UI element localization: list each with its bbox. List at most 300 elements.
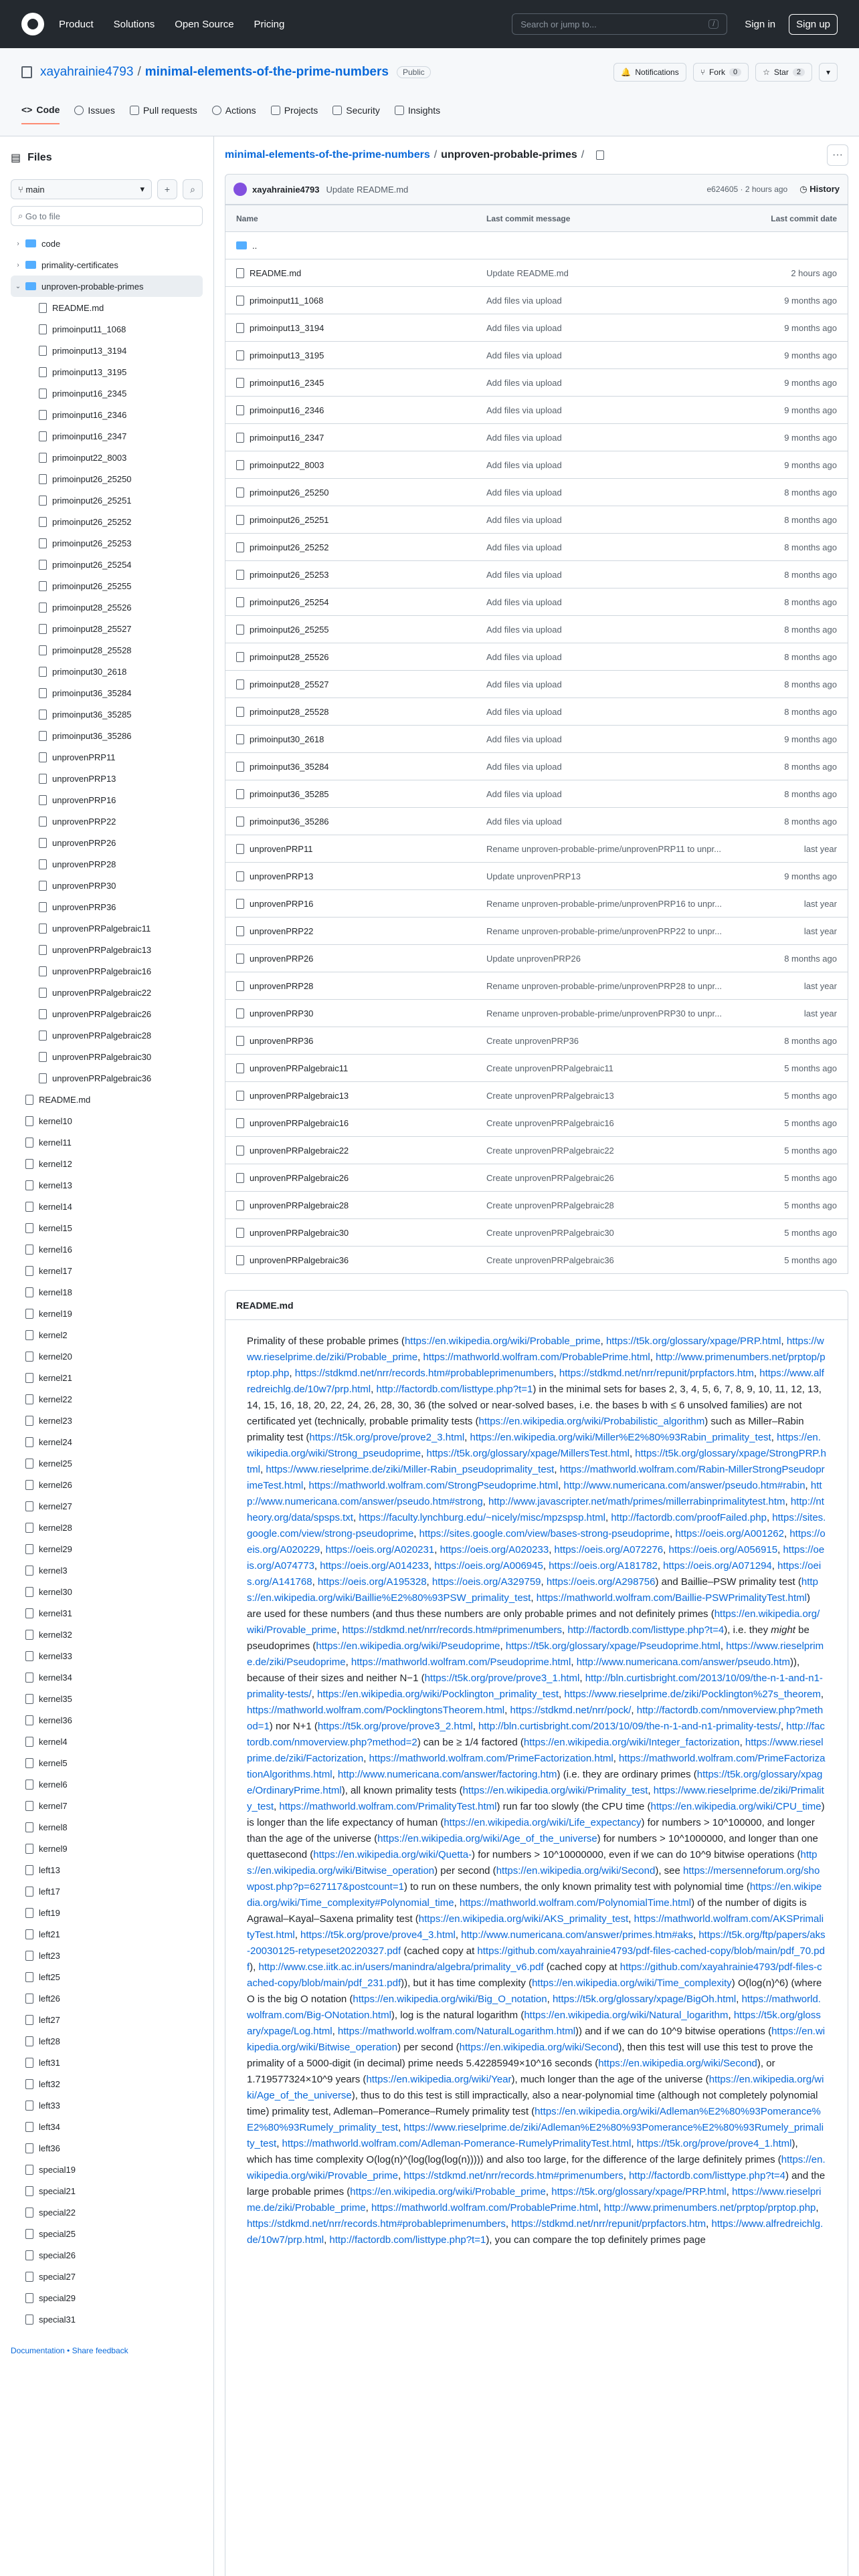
readme-link[interactable]: https://en.wikipedia.org/wiki/Pocklington_primality_test (317, 1689, 559, 1700)
table-row[interactable] (225, 1054, 848, 1081)
readme-link[interactable]: https://en.wikipedia.org/wiki/Age_of_the_universe (377, 1833, 597, 1844)
readme-link[interactable]: https://sites.google.com/view/bases-strong-pseudoprime (419, 1528, 670, 1539)
readme-link[interactable]: https://en.wikipedia.org/wiki/AKS_primality_test (418, 1913, 629, 1925)
readme-link[interactable]: https://en.wikipedia.org/wiki/Primality_test (462, 1785, 648, 1796)
tree-item[interactable] (11, 1517, 203, 1538)
file-name-link[interactable]: unprovenPRP13 (250, 871, 314, 881)
tree-item[interactable] (11, 1838, 203, 1859)
readme-link[interactable]: https://www.rieselprime.de/ziki/Pocklington%27s_theorem (564, 1689, 821, 1700)
file-name-link[interactable]: primoinput22_8003 (250, 459, 324, 470)
tree-item[interactable] (11, 811, 203, 832)
readme-link[interactable]: https://mathworld.wolfram.com/Baillie-PSWPrimalityTest.html (536, 1592, 807, 1604)
tab-issues[interactable] (74, 104, 114, 124)
tree-item[interactable] (11, 1966, 203, 1988)
tree-item[interactable] (11, 1988, 203, 2009)
readme-link[interactable]: https://mathworld.wolfram.com/PrimeFactorization.html (369, 1753, 613, 1764)
readme-link[interactable]: https://en.wikipedia.org/wiki/Strong_pseudoprime (247, 1432, 821, 1459)
commit-message-cell[interactable]: Create unprovenPRPalgebraic26 (486, 1172, 614, 1183)
readme-link[interactable]: https://mathworld.wolfram.com/PrimeFactorizationAlgorithms.html (247, 1753, 826, 1780)
tree-item[interactable] (11, 896, 203, 918)
commit-message-cell[interactable]: Update unprovenPRP13 (486, 871, 581, 881)
tree-item[interactable] (11, 554, 203, 575)
star-button[interactable] (755, 63, 812, 82)
tree-item[interactable] (11, 383, 203, 404)
readme-link[interactable]: https://oeis.org/A195328 (317, 1576, 427, 1588)
table-row[interactable] (225, 451, 848, 478)
readme-link[interactable]: https://www.rieselprime.de/ziki/Probable_prime (247, 1335, 824, 1363)
table-row[interactable] (225, 1191, 848, 1218)
table-row[interactable] (225, 314, 848, 341)
table-row[interactable] (225, 889, 848, 917)
readme-link[interactable]: https://mathworld.wolfram.com/PrimalityTest.html (279, 1801, 497, 1812)
tree-item[interactable] (11, 2223, 203, 2244)
tree-item[interactable] (11, 960, 203, 982)
star-dropdown-button[interactable] (819, 63, 838, 82)
readme-link[interactable]: http://factordb.com/listtype.php?t=4 (567, 1624, 725, 1636)
history-button[interactable] (799, 184, 840, 195)
table-row[interactable] (225, 286, 848, 314)
file-name-link[interactable]: primoinput28_25526 (250, 651, 329, 662)
readme-link[interactable]: https://stdkmd.net/nrr/pock/ (510, 1705, 632, 1716)
readme-link[interactable]: https://www.rieselprime.de/ziki/Miller-Rabin_pseudoprimality_test (266, 1464, 555, 1475)
readme-link[interactable]: http://bln.curtisbright.com/2013/10/09/the-n-1-and-n1-primality-tests/ (247, 1673, 823, 1700)
tab-actions[interactable] (212, 104, 256, 124)
readme-link[interactable]: https://mathworld.wolfram.com/Rabin-MillerStrongPseudoprimeTest.html (247, 1464, 825, 1491)
tree-item[interactable] (11, 1281, 203, 1303)
table-row[interactable] (225, 396, 848, 423)
file-name-link[interactable]: primoinput30_2618 (250, 734, 324, 744)
table-row[interactable] (225, 478, 848, 506)
readme-link[interactable]: http://factordb.com/listtype.php?t=4 (629, 2170, 785, 2181)
tree-item[interactable] (11, 1688, 203, 1709)
tab-insights[interactable] (395, 104, 440, 124)
file-name-link[interactable]: unprovenPRPalgebraic16 (250, 1117, 349, 1128)
readme-link[interactable]: https://www.rieselprime.de/ziki/Adleman%E2%80%93Pomerance%E2%80%93Rumely_primality_test (247, 2122, 824, 2149)
file-name-link[interactable]: primoinput28_25528 (250, 706, 329, 717)
tree-item[interactable] (11, 1067, 203, 1089)
tree-item[interactable] (11, 2073, 203, 2095)
file-name-link[interactable]: unprovenPRPalgebraic28 (250, 1200, 349, 1210)
tree-item[interactable] (11, 2137, 203, 2159)
repo-owner-link[interactable]: xayahrainie4793 (40, 65, 134, 79)
tree-item[interactable] (11, 425, 203, 447)
table-row[interactable] (225, 506, 848, 533)
commit-message-cell[interactable]: Add files via upload (486, 405, 562, 415)
commit-message-cell[interactable]: Add files via upload (486, 788, 562, 799)
tree-item[interactable] (11, 875, 203, 896)
readme-link[interactable]: https://t5k.org/prove/prove2_3.html (309, 1432, 465, 1443)
readme-link[interactable]: http://www.numericana.com/answer/pseudo.htm#rabin (563, 1480, 805, 1491)
readme-link[interactable]: https://mathworld.wolfram.com/Adleman-Pomerance-RumelyPrimalityTest.html (282, 2138, 632, 2149)
readme-link[interactable]: http://www.cse.iitk.ac.in/users/manindra/algebra/primality_v6.pdf (258, 1961, 544, 1973)
readme-link[interactable]: https://oeis.org/A329759 (432, 1576, 541, 1588)
commit-message-cell[interactable]: Rename unproven-probable-prime/unprovenPRP28 to unpr... (486, 980, 722, 991)
readme-link[interactable]: https://mathworld.wolfram.com/PocklingtonsTheorem.html (247, 1705, 505, 1716)
readme-link[interactable]: https://oeis.org/A014233 (320, 1560, 429, 1572)
commit-message-cell[interactable]: Add files via upload (486, 350, 562, 360)
file-name-link[interactable]: primoinput36_35286 (250, 816, 329, 827)
file-name-link[interactable]: unprovenPRPalgebraic22 (250, 1145, 349, 1156)
file-name-link[interactable]: unprovenPRPalgebraic13 (250, 1090, 349, 1101)
commit-message[interactable]: Update README.md (326, 184, 409, 195)
tree-item[interactable] (11, 1346, 203, 1367)
readme-link[interactable]: https://t5k.org/ftp/papers/aks-20030125-retypeset20220327.pdf (247, 1929, 826, 1957)
sign-in-link[interactable]: Sign in (745, 18, 776, 30)
file-name-link[interactable]: unprovenPRP22 (250, 926, 314, 936)
readme-link[interactable]: https://en.wikipedia.org/wiki/Time_complexity#Polynomial_time (247, 1881, 822, 1909)
tree-item[interactable] (11, 1560, 203, 1581)
readme-link[interactable]: https://t5k.org/glossary/xpage/MillersTest.html (426, 1448, 630, 1459)
tab-pull-requests[interactable] (130, 104, 197, 124)
readme-link[interactable]: https://oeis.org/A001262 (675, 1528, 784, 1539)
table-row[interactable] (225, 1218, 848, 1246)
parent-directory-row[interactable] (225, 231, 848, 259)
readme-link[interactable]: https://mathworld.wolfram.com/PolynomialTime.html (459, 1897, 692, 1909)
commit-message-cell[interactable]: Add files via upload (486, 487, 562, 498)
tree-item[interactable] (11, 1752, 203, 1774)
tree-item[interactable] (11, 2202, 203, 2223)
more-options-icon[interactable]: ··· (827, 144, 848, 166)
commit-message-cell[interactable]: Update README.md (486, 267, 569, 278)
table-row[interactable] (225, 1027, 848, 1054)
tree-item[interactable] (11, 404, 203, 425)
table-row[interactable] (225, 697, 848, 725)
readme-link[interactable]: https://t5k.org/glossary/xpage/StrongPRP.html (247, 1448, 826, 1475)
tree-item[interactable] (11, 2159, 203, 2180)
commit-message-cell[interactable]: Create unprovenPRPalgebraic36 (486, 1255, 614, 1265)
tree-item[interactable] (11, 982, 203, 1003)
file-name-link[interactable]: primoinput26_25250 (250, 487, 329, 498)
readme-link[interactable]: https://en.wikipedia.org/wiki/Provable_prime (247, 2154, 826, 2181)
readme-link[interactable]: https://t5k.org/prove/prove4_1.html (636, 2138, 792, 2149)
tree-item[interactable] (11, 575, 203, 597)
commit-message-cell[interactable]: Create unprovenPRPalgebraic16 (486, 1117, 614, 1128)
readme-link[interactable]: https://oeis.org/A074773 (247, 1544, 825, 1572)
file-name-link[interactable]: primoinput26_25255 (250, 624, 329, 635)
readme-link[interactable]: https://t5k.org/prove/prove3_1.html (424, 1673, 580, 1684)
tree-item[interactable] (11, 276, 203, 297)
tree-item[interactable] (11, 1303, 203, 1324)
branch-selector[interactable] (11, 179, 152, 199)
tree-item[interactable] (11, 1945, 203, 1966)
tree-item[interactable] (11, 340, 203, 361)
fork-button[interactable] (693, 63, 749, 82)
readme-link[interactable]: https://oeis.org/A020229 (247, 1528, 826, 1555)
readme-link[interactable]: https://mathworld.wolfram.com/Pseudoprime.html (351, 1656, 571, 1668)
commit-message-cell[interactable]: Add files via upload (486, 651, 562, 662)
table-row[interactable] (225, 917, 848, 944)
commit-message-cell[interactable]: Add files via upload (486, 295, 562, 306)
readme-link[interactable]: https://en.wikipedia.org/wiki/Pseudoprime (316, 1640, 500, 1652)
readme-link[interactable]: http://factordb.com/nmoverview.php?method=2 (247, 1721, 825, 1748)
readme-link[interactable]: https://stdkmd.net/nrr/records.htm#primenumbers (403, 2170, 624, 2181)
commit-message-cell[interactable]: Add files via upload (486, 734, 562, 744)
tree-item[interactable] (11, 1495, 203, 1517)
tree-item[interactable] (11, 2266, 203, 2287)
copy-path-icon[interactable] (596, 150, 604, 160)
readme-link[interactable]: https://www.rieselprime.de/ziki/Pseudoprime (247, 1640, 824, 1668)
tree-item[interactable] (11, 1003, 203, 1025)
commit-message-cell[interactable]: Create unprovenPRPalgebraic22 (486, 1145, 614, 1156)
table-row[interactable] (225, 999, 848, 1027)
table-row[interactable] (225, 643, 848, 670)
tree-item[interactable] (11, 1410, 203, 1431)
readme-link[interactable]: https://en.wikipedia.org/wiki/Bitwise_operation (247, 2026, 826, 2053)
sign-up-button[interactable]: Sign up (789, 14, 838, 35)
tree-item[interactable] (11, 661, 203, 682)
table-row[interactable] (225, 423, 848, 451)
parent-directory-link[interactable]: .. (252, 240, 258, 251)
readme-link[interactable]: https://en.wikipedia.org/wiki/Quetta- (313, 1849, 472, 1860)
readme-link[interactable]: https://t5k.org/glossary/xpage/BigOh.html (552, 1994, 737, 2005)
tree-item[interactable] (11, 704, 203, 725)
file-name-link[interactable]: unprovenPRP16 (250, 898, 314, 909)
readme-link[interactable]: https://en.wikipedia.org/wiki/Probabilistic_algorithm (478, 1416, 705, 1427)
readme-link[interactable]: https://en.wikipedia.org/wiki/Year (366, 2074, 512, 2085)
tree-item[interactable] (11, 1774, 203, 1795)
readme-link[interactable]: https://oeis.org/A072276 (554, 1544, 664, 1555)
file-name-link[interactable]: primoinput11_1068 (250, 295, 324, 306)
readme-link[interactable]: https://en.wikipedia.org/wiki/Age_of_the_universe (247, 2074, 824, 2101)
commit-message-cell[interactable]: Create unprovenPRPalgebraic13 (486, 1090, 614, 1101)
commit-message-cell[interactable]: Update unprovenPRP26 (486, 953, 581, 964)
tree-item[interactable] (11, 682, 203, 704)
readme-link[interactable]: http://ntheory.org/data/spsps.txt (247, 1496, 824, 1523)
tree-item[interactable] (11, 1239, 203, 1260)
table-row[interactable] (225, 1109, 848, 1136)
tree-item[interactable] (11, 1602, 203, 1624)
tree-item[interactable] (11, 1025, 203, 1046)
readme-link[interactable]: http://www.primenumbers.net/prptop/prptop.php (603, 2202, 816, 2214)
tab-security[interactable] (332, 104, 380, 124)
tree-item[interactable] (11, 2030, 203, 2052)
file-name-link[interactable]: primoinput26_25251 (250, 514, 329, 525)
commit-message-cell[interactable]: Add files via upload (486, 569, 562, 580)
search-input[interactable] (512, 13, 727, 35)
tree-item[interactable] (11, 361, 203, 383)
nav-solutions[interactable]: Solutions (113, 18, 155, 30)
tab-projects[interactable] (271, 104, 318, 124)
readme-link[interactable]: http://bln.curtisbright.com/2013/10/09/the-n-1-and-n1-primality-tests/ (478, 1721, 781, 1732)
readme-link[interactable]: https://www.alfredreichlg.de/10w7/prp.html (247, 1368, 824, 1395)
commit-message-cell[interactable]: Add files via upload (486, 432, 562, 443)
tree-item[interactable] (11, 1089, 203, 1110)
readme-link[interactable]: http://www.javascripter.net/math/primes/millerrabinprimalitytest.htm (488, 1496, 785, 1507)
tree-item[interactable] (11, 532, 203, 554)
commit-message-cell[interactable]: Create unprovenPRP36 (486, 1035, 579, 1046)
repo-name-link[interactable]: minimal-elements-of-the-prime-numbers (145, 65, 389, 79)
tree-item[interactable] (11, 1474, 203, 1495)
table-row[interactable] (225, 972, 848, 999)
readme-link[interactable]: https://en.wikipedia.org/wiki/Miller%E2%80%93Rabin_primality_test (470, 1432, 771, 1443)
file-name-link[interactable]: unprovenPRPalgebraic36 (250, 1255, 349, 1265)
tree-item[interactable] (11, 832, 203, 853)
tree-item[interactable] (11, 597, 203, 618)
readme-link[interactable]: https://en.wikipedia.org/wiki/Probable_prime (350, 2186, 546, 2197)
table-row[interactable] (225, 1136, 848, 1164)
readme-link[interactable]: https://t5k.org/glossary/xpage/OrdinaryPrime.html (247, 1769, 823, 1796)
tree-item[interactable] (11, 768, 203, 789)
file-name-link[interactable]: primoinput13_3195 (250, 350, 324, 360)
tree-item[interactable] (11, 468, 203, 490)
file-name-link[interactable]: unprovenPRPalgebraic26 (250, 1172, 349, 1183)
table-row[interactable] (225, 368, 848, 396)
tree-item[interactable] (11, 1624, 203, 1645)
readme-link[interactable]: http://factordb.com/listtype.php?t=1 (376, 1384, 533, 1395)
readme-link[interactable]: https://en.wikipedia.org/wiki/Second (459, 2042, 619, 2053)
readme-link[interactable]: https://en.wikipedia.org/wiki/Provable_prime (247, 1608, 820, 1636)
commit-message-cell[interactable]: Create unprovenPRPalgebraic30 (486, 1227, 614, 1238)
tree-item[interactable] (11, 1324, 203, 1346)
readme-link[interactable]: https://github.com/xayahrainie4793/pdf-files-cached-copy/blob/main/pdf_231.pdf (247, 1961, 822, 1989)
readme-link[interactable]: http://www.numericana.com/answer/pseudo.htm (576, 1656, 791, 1668)
tree-item[interactable] (11, 2309, 203, 2330)
table-row[interactable] (225, 835, 848, 862)
file-name-link[interactable]: unprovenPRPalgebraic30 (250, 1227, 349, 1238)
readme-link[interactable]: https://en.wikipedia.org/wiki/Probable_prime (404, 1335, 601, 1347)
tree-item[interactable] (11, 853, 203, 875)
tree-item[interactable] (11, 1795, 203, 1816)
readme-link[interactable]: https://mathworld.wolfram.com/ProbablePrime.html (423, 1352, 650, 1363)
readme-link[interactable]: http://www.numericana.com/answer/factoring.htm (337, 1769, 557, 1780)
tree-item[interactable] (11, 1367, 203, 1388)
nav-pricing[interactable]: Pricing (254, 18, 285, 30)
tree-item[interactable] (11, 1731, 203, 1752)
readme-link[interactable]: https://t5k.org/glossary/xpage/Log.html (247, 2010, 821, 2037)
readme-link[interactable]: https://www.alfredreichlg.de/10w7/prp.html (247, 2218, 824, 2246)
readme-link[interactable]: https://mathworld.wolfram.com/Big-ONotation.html (247, 1994, 821, 2021)
commit-message-cell[interactable]: Rename unproven-probable-prime/unprovenPRP30 to unpr... (486, 1008, 722, 1018)
commit-message-cell[interactable]: Add files via upload (486, 679, 562, 689)
table-row[interactable] (225, 862, 848, 889)
tree-item[interactable] (11, 789, 203, 811)
file-name-link[interactable]: primoinput26_25254 (250, 597, 329, 607)
table-row[interactable] (225, 588, 848, 615)
readme-link[interactable]: https://t5k.org/prove/prove3_2.html (317, 1721, 473, 1732)
tree-item[interactable] (11, 447, 203, 468)
file-name-link[interactable]: unprovenPRP36 (250, 1035, 314, 1046)
tree-item[interactable] (11, 1581, 203, 1602)
github-logo-icon[interactable] (21, 13, 44, 35)
tree-item[interactable] (11, 618, 203, 639)
file-name-link[interactable]: primoinput36_35285 (250, 788, 329, 799)
tree-item[interactable] (11, 1538, 203, 1560)
tree-item[interactable] (11, 2009, 203, 2030)
file-name-link[interactable]: unprovenPRP26 (250, 953, 314, 964)
readme-link[interactable]: https://en.wikipedia.org/wiki/Big_O_notation (353, 1994, 547, 2005)
avatar[interactable] (233, 183, 247, 196)
tree-item[interactable] (11, 1110, 203, 1132)
commit-message-cell[interactable]: Add files via upload (486, 597, 562, 607)
tree-item[interactable] (11, 939, 203, 960)
readme-link[interactable]: https://oeis.org/A071294 (663, 1560, 772, 1572)
commit-message-cell[interactable]: Add files via upload (486, 816, 562, 827)
tab-code[interactable] (21, 104, 60, 124)
commit-message-cell[interactable]: Add files via upload (486, 322, 562, 333)
readme-link[interactable]: https://t5k.org/prove/prove4_3.html (300, 1929, 456, 1941)
commit-message-cell[interactable]: Rename unproven-probable-prime/unprovenPRP16 to unpr... (486, 898, 722, 909)
tree-item[interactable] (11, 1196, 203, 1217)
file-name-link[interactable]: primoinput36_35284 (250, 761, 329, 772)
notifications-button[interactable] (613, 63, 686, 82)
readme-link[interactable]: https://en.wikipedia.org/wiki/Time_complexity (532, 1977, 732, 1989)
table-row[interactable] (225, 259, 848, 286)
tree-item[interactable] (11, 233, 203, 254)
readme-link[interactable]: http://factordb.com/nmoverview.php?method=1 (247, 1705, 824, 1732)
readme-link[interactable]: https://t5k.org/glossary/xpage/PRP.html (605, 1335, 781, 1347)
file-name-link[interactable]: primoinput28_25527 (250, 679, 329, 689)
readme-link[interactable]: https://stdkmd.net/nrr/repunit/prpfactors.htm (511, 2218, 706, 2230)
readme-link[interactable]: https://stdkmd.net/nrr/records.htm#probableprimenumbers (294, 1368, 554, 1379)
tree-item[interactable] (11, 254, 203, 276)
table-row[interactable] (225, 780, 848, 807)
file-name-link[interactable]: unprovenPRPalgebraic11 (250, 1063, 349, 1073)
tree-item[interactable] (11, 918, 203, 939)
readme-link[interactable]: https://t5k.org/glossary/xpage/Pseudoprime.html (505, 1640, 721, 1652)
readme-link[interactable]: https://stdkmd.net/nrr/records.htm#probableprimenumbers (247, 2218, 506, 2230)
commit-message-cell[interactable]: Add files via upload (486, 542, 562, 552)
readme-link[interactable]: http://www.primenumbers.net/prptop/prptop.php (247, 1352, 826, 1379)
table-row[interactable] (225, 533, 848, 560)
tree-item[interactable] (11, 639, 203, 661)
commit-message-cell[interactable]: Add files via upload (486, 377, 562, 388)
readme-link[interactable]: http://factordb.com/proofFailed.php (611, 1512, 767, 1523)
table-row[interactable] (225, 807, 848, 835)
readme-link[interactable]: https://oeis.org/A020231 (325, 1544, 435, 1555)
tree-item[interactable] (11, 746, 203, 768)
commit-message-cell[interactable]: Add files via upload (486, 706, 562, 717)
tree-item[interactable] (11, 318, 203, 340)
readme-link[interactable]: https://en.wikipedia.org/wiki/CPU_time (650, 1801, 822, 1812)
tree-item[interactable] (11, 1132, 203, 1153)
file-name-link[interactable]: primoinput26_25253 (250, 569, 329, 580)
readme-link[interactable]: https://en.wikipedia.org/wiki/Life_expectancy (444, 1817, 642, 1828)
tree-item[interactable] (11, 511, 203, 532)
file-name-link[interactable]: primoinput16_2347 (250, 432, 324, 443)
readme-link[interactable]: https://mersenneforum.org/showpost.php?p=627117&postcount=1 (247, 1865, 820, 1893)
tree-item[interactable] (11, 1453, 203, 1474)
tree-item[interactable] (11, 2180, 203, 2202)
commit-author[interactable]: xayahrainie4793 (252, 184, 320, 195)
table-row[interactable] (225, 725, 848, 752)
readme-link[interactable]: https://en.wikipedia.org/wiki/Baillie%E2%80%93PSW_primality_test (247, 1576, 818, 1604)
readme-link[interactable]: https://en.wikipedia.org/wiki/Natural_logarithm (524, 2010, 729, 2021)
commit-message-cell[interactable]: Add files via upload (486, 514, 562, 525)
table-row[interactable] (225, 341, 848, 368)
readme-link[interactable]: https://mathworld.wolfram.com/NaturalLogarithm.html (337, 2026, 576, 2037)
readme-link[interactable]: https://en.wikipedia.org/wiki/Integer_factorization (523, 1737, 740, 1748)
tree-item[interactable] (11, 1709, 203, 1731)
readme-link[interactable]: https://faculty.lynchburg.edu/~nicely/misc/mpzspsp.html (359, 1512, 605, 1523)
file-name-link[interactable]: unprovenPRP30 (250, 1008, 314, 1018)
tree-item[interactable] (11, 2052, 203, 2073)
tree-item[interactable] (11, 1046, 203, 1067)
table-row[interactable] (225, 1246, 848, 1273)
tree-item[interactable] (11, 1153, 203, 1174)
commit-message-cell[interactable]: Add files via upload (486, 459, 562, 470)
tree-item[interactable] (11, 1816, 203, 1838)
tree-item[interactable] (11, 2095, 203, 2116)
readme-link[interactable]: https://mathworld.wolfram.com/AKSPrimalityTest.html (247, 1913, 824, 1941)
table-row[interactable] (225, 615, 848, 643)
tree-item[interactable] (11, 1881, 203, 1902)
tree-item[interactable] (11, 1859, 203, 1881)
readme-link[interactable]: https://www.rieselprime.de/ziki/Probable_prime (247, 2186, 822, 2214)
search-icon[interactable]: ⌕ (183, 179, 203, 199)
readme-link[interactable]: https://stdkmd.net/nrr/repunit/prpfactors.htm (559, 1368, 754, 1379)
file-name-link[interactable]: unprovenPRP28 (250, 980, 314, 991)
tree-item[interactable] (11, 1645, 203, 1667)
